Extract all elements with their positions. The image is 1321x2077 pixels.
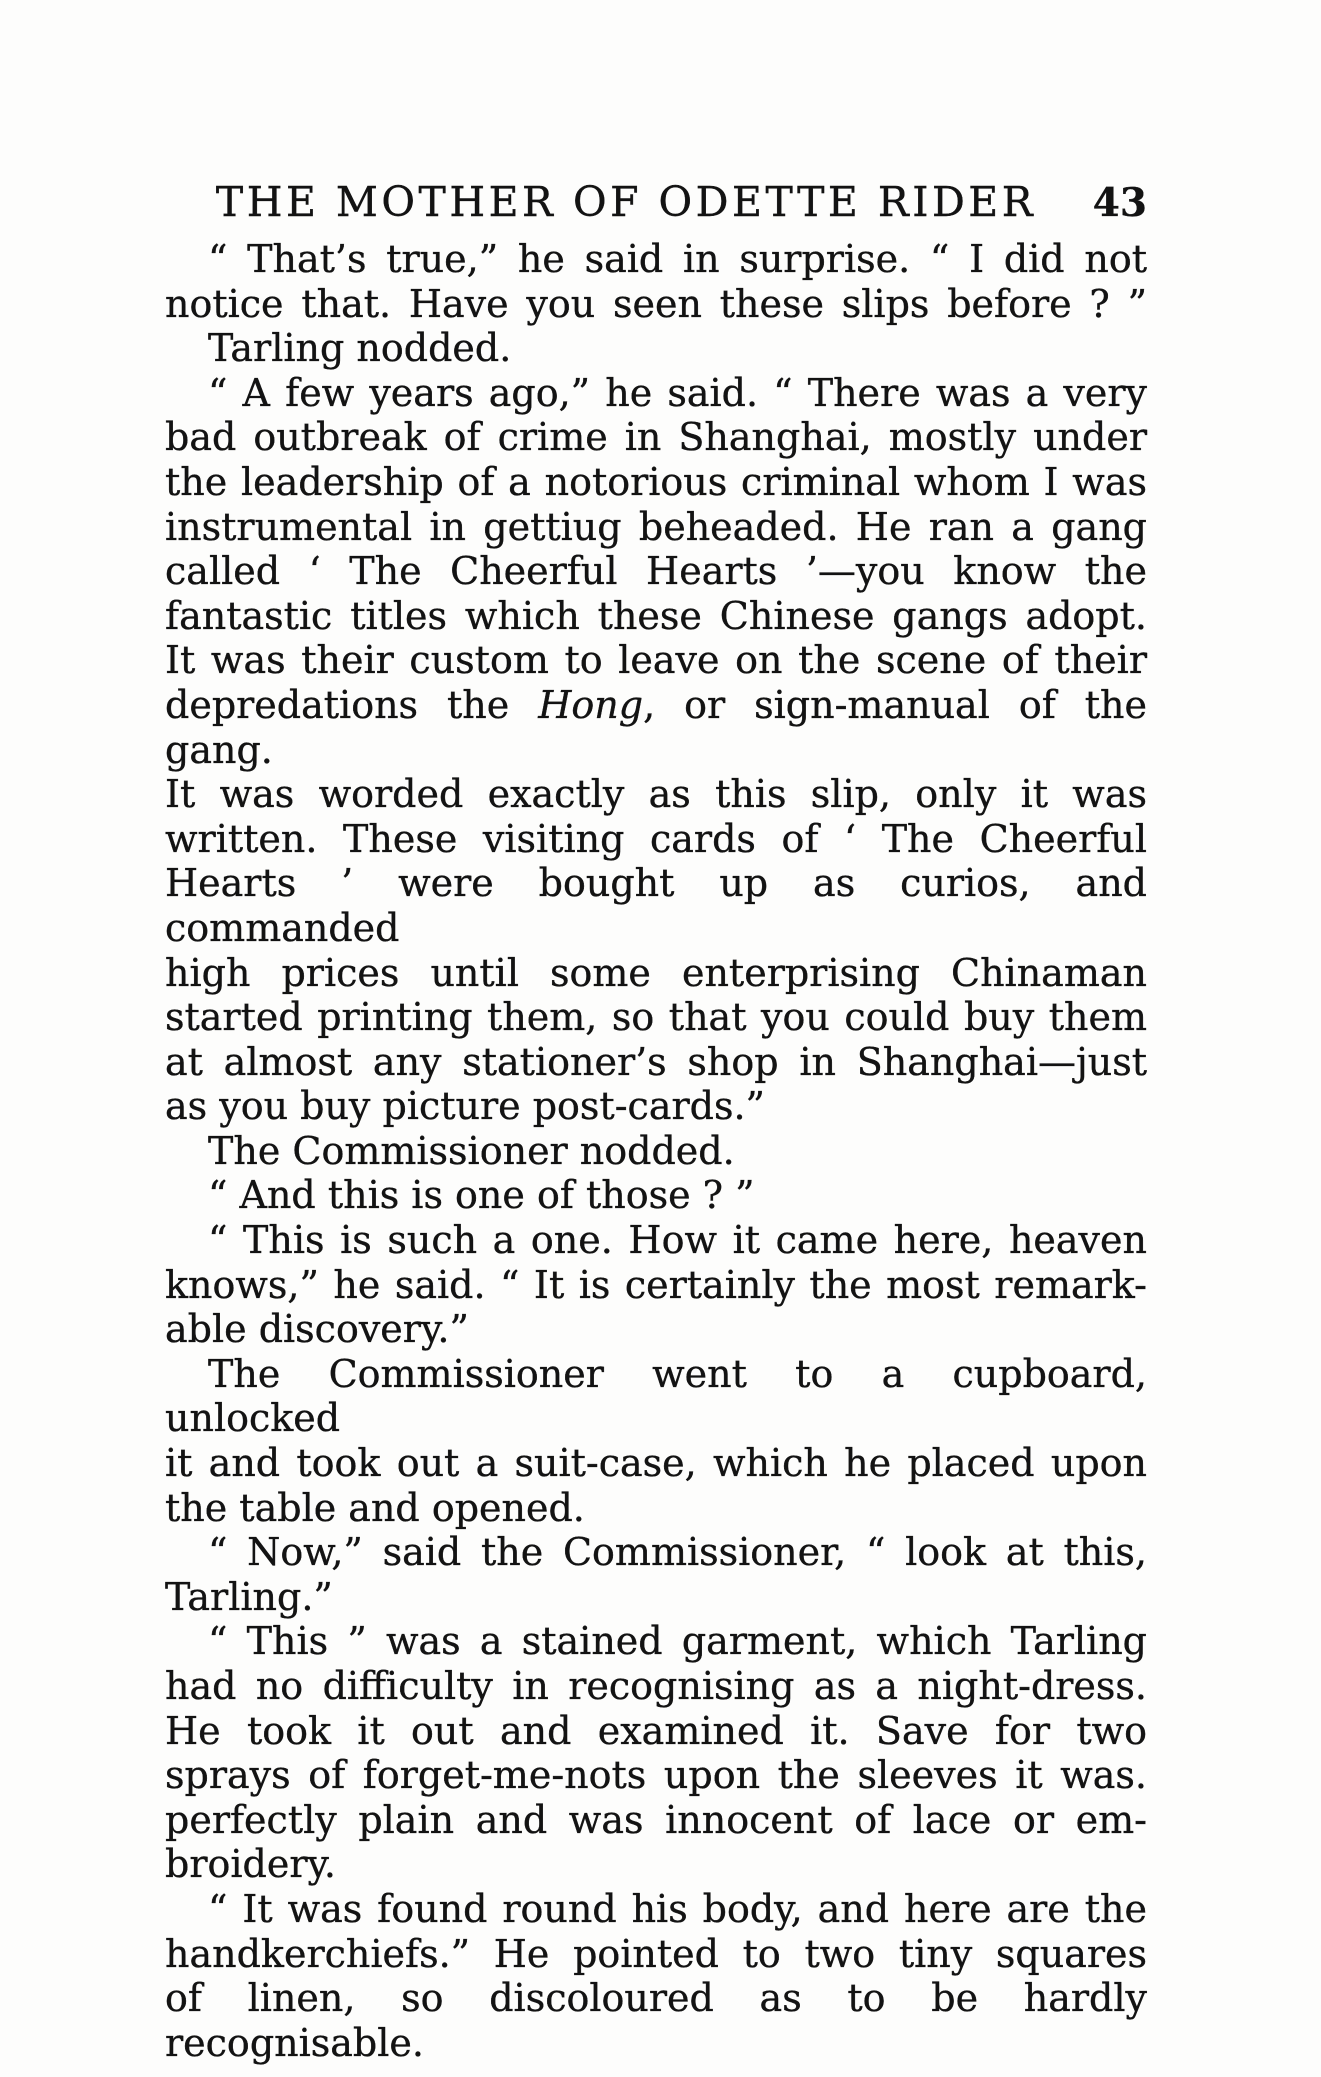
text-line: It was worded exactly as this slip, only it was (165, 772, 1147, 817)
text-line: “ And this is one of those ? ” (208, 1173, 755, 1218)
text-line: able discovery.” (165, 1307, 469, 1352)
text-line: The Commissioner went to a cupboard, unlocked (165, 1351, 1147, 1441)
text-line: broidery. (165, 1842, 336, 1887)
text-line: bad outbreak of crime in Shanghai, mostly under (165, 415, 1147, 460)
text-line: at almost any stationer’s shop in Shanghai—just (165, 1039, 1147, 1084)
text-line: It was their custom to leave on the scene of their (165, 638, 1147, 683)
text-line: notice that. Have you seen these slips before ? ” (165, 281, 1147, 326)
text-line: started printing them, so that you could buy them (165, 995, 1147, 1040)
text-block (165, 237, 1147, 2065)
running-header (165, 178, 1147, 226)
text-line: of linen, so discoloured as to be hardly recognisable. (165, 1976, 1147, 2065)
text-line: He took it out and examined it. Save for two (165, 1708, 1147, 1753)
text-line: Tarling.” (165, 1574, 333, 1619)
text-line: fantastic titles which these Chinese gangs adopt. (165, 593, 1147, 638)
text-line: perfectly plain and was innocent of lace or em- (165, 1797, 1147, 1842)
text-line: “ This ” was a stained garment, which Tarling (208, 1619, 1147, 1664)
text-line: sprays of forget-me-nots upon the sleeves it was. (165, 1753, 1147, 1798)
text-line: The Commissioner nodded. (208, 1128, 735, 1173)
italic-word: Hong (538, 682, 644, 727)
text-line: “ Now,” said the Commissioner, “ look at this, (208, 1530, 1147, 1575)
text-line: Hearts ’ were bought up as curios, and commanded (165, 861, 1147, 950)
text-line: the leadership of a notorious criminal whom I was (165, 459, 1147, 504)
text-line: instrumental in gettiug beheaded. He ran a gang (165, 504, 1147, 549)
text-line: “ That’s true,” he said in surprise. “ I did not (208, 237, 1147, 281)
text-line: “ A few years ago,” he said. “ There was a very (208, 370, 1147, 415)
text-line: as you buy picture post-cards.” (165, 1084, 765, 1129)
text-line: written. These visiting cards of ‘ The Cheerful (165, 816, 1147, 861)
text-line: it and took out a suit-case, which he placed upon (165, 1441, 1147, 1486)
page-number: 43 (1092, 180, 1147, 226)
text-line: called ‘ The Cheerful Hearts ’—you know the (165, 549, 1147, 594)
text-line: Tarling nodded. (208, 326, 512, 371)
text-line: depredations the Hong, or sign-manual of the gang. (165, 682, 1147, 772)
text-line: knows,” he said. “ It is certainly the most remark- (165, 1262, 1147, 1307)
text-line: handkerchiefs.” He pointed to two tiny squares (165, 1931, 1147, 1976)
chapter-running-title: THE MOTHER OF ODETTE RIDER (215, 178, 1037, 226)
text-line: high prices until some enterprising Chinaman (165, 950, 1147, 995)
text-line: “ This is such a one. How it came here, heaven (208, 1218, 1147, 1263)
text-line: “ It was found round his body, and here are the (208, 1886, 1147, 1931)
text-line: the table and opened. (165, 1485, 585, 1530)
text-line: had no difficulty in recognising as a night-dress. (165, 1664, 1147, 1708)
